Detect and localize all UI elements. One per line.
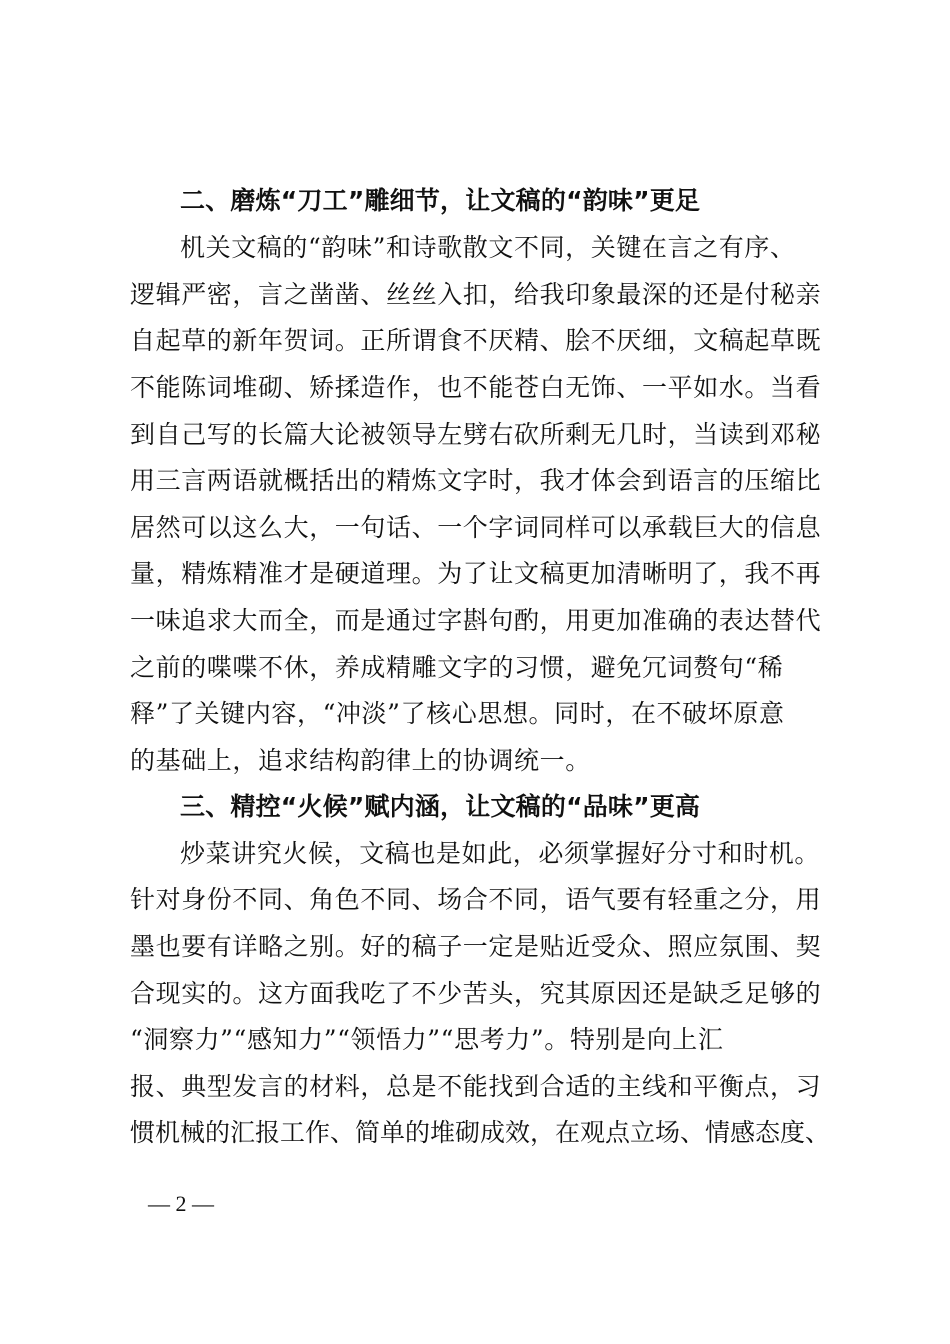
paragraph-line: 释”了关键内容，“冲淡”了核心思想。同时，在不破坏原意	[130, 699, 785, 728]
paragraph-line: 逻辑严密，言之凿凿、丝丝入扣，给我印象最深的还是付秘亲	[130, 280, 822, 309]
paragraph-line: 用三言两语就概括出的精炼文字时，我才体会到语言的压缩比	[130, 466, 822, 495]
section-heading-2: 二、磨炼“刀工”雕细节，让文稿的“韵味”更足	[180, 186, 701, 215]
paragraph-line: 量，精炼精准才是硬道理。为了让文稿更加清晰明了，我不再	[130, 559, 822, 588]
paragraph-line: 的基础上，追求结构韵律上的协调统一。	[130, 746, 591, 775]
paragraph-line: 到自己写的长篇大论被领导左劈右砍所剩无几时，当读到邓秘	[130, 420, 822, 449]
section-heading-3: 三、精控“火候”赋内涵，让文稿的“品味”更高	[180, 792, 701, 821]
paragraph-line: 炒菜讲究火候，文稿也是如此，必须掌握好分寸和时机。	[180, 839, 821, 868]
paragraph-line: 报、典型发言的材料，总是不能找到合适的主线和平衡点，习	[130, 1072, 822, 1101]
paragraph-line: 不能陈词堆砌、矫揉造作，也不能苍白无饰、一平如水。当看	[130, 373, 822, 402]
paragraph-line: 机关文稿的“韵味”和诗歌散文不同，关键在言之有序、	[180, 233, 796, 262]
paragraph-line: 之前的喋喋不休，养成精雕文字的习惯，避免冗词赘句“稀	[130, 653, 784, 682]
paragraph-line: 居然可以这么大，一句话、一个字词同样可以承载巨大的信息	[130, 513, 822, 542]
page-number: — 2 —	[148, 1191, 214, 1216]
paragraph-line: 墨也要有详略之别。好的稿子一定是贴近受众、照应氛围、契	[130, 932, 822, 961]
paragraph-line: 一味追求大而全，而是通过字斟句酌，用更加准确的表达替代	[130, 606, 822, 635]
paragraph-line: 自起草的新年贺词。正所谓食不厌精、脍不厌细，文稿起草既	[130, 326, 822, 355]
paragraph-line: 惯机械的汇报工作、简单的堆砌成效，在观点立场、情感态度、	[130, 1118, 831, 1147]
paragraph-line: 合现实的。这方面我吃了不少苦头，究其原因还是缺乏足够的	[130, 979, 822, 1008]
paragraph-line: 针对身份不同、角色不同、场合不同，语气要有轻重之分，用	[130, 885, 822, 914]
paragraph-line: “洞察力”“感知力”“领悟力”“思考力”。特别是向上汇	[130, 1025, 724, 1054]
